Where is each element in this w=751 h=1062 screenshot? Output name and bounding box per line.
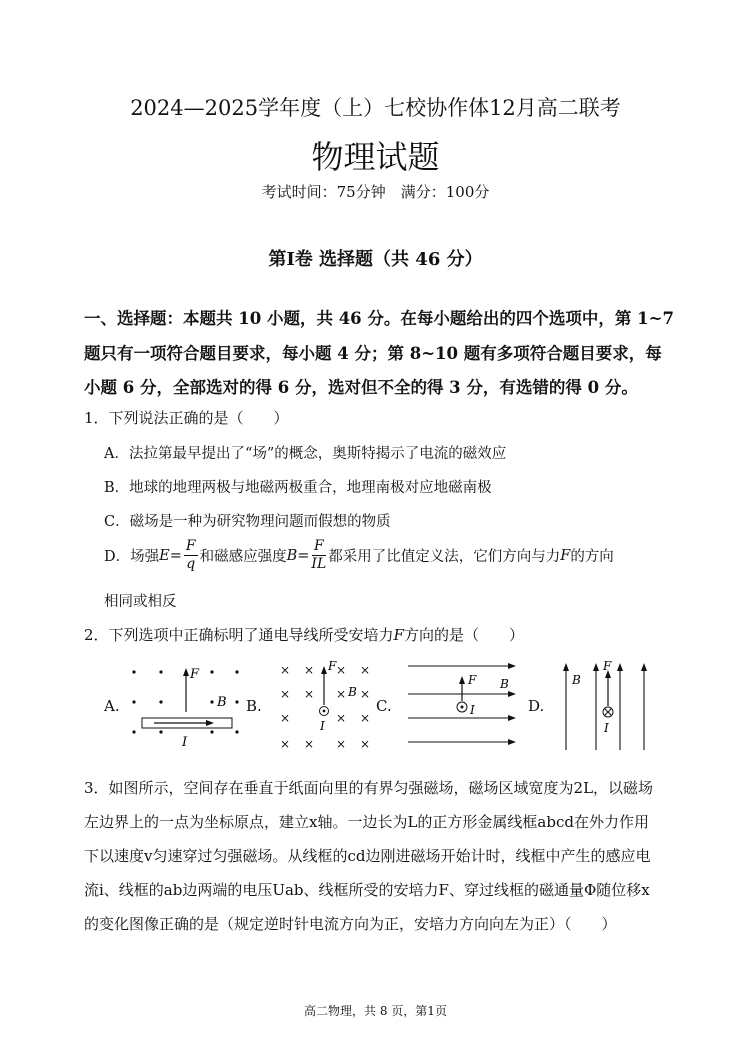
field-label: B [348,685,357,699]
q3-line-1: 3．如图所示，空间存在垂直于纸面向里的有界匀强磁场，磁场区域宽度为2L，以磁场 [84,779,654,797]
field-dot [235,730,238,733]
current-arrowhead [206,720,214,726]
field-cross: × [280,687,291,701]
q2-diagram-a [124,660,254,750]
field-arrowhead [508,739,516,745]
force-label: F [603,659,612,673]
field-dot [132,730,135,733]
q1-d-mid: 和磁感应强度 [199,549,287,565]
q1-d-F: F [560,547,571,564]
fraction-F-over-q [184,538,198,573]
section-intro-line-3: 小题 6 分，全部选对的得 6 分，选对但不全的得 3 分，有选错的得 0 分。 [84,378,638,397]
field-arrowhead [508,691,516,697]
field-dot [210,670,213,673]
q2-label-d: D. [528,697,545,715]
current-label: I [182,735,188,750]
fraction-numerator: F [313,538,324,554]
field-cross: × [336,737,347,751]
field-arrowhead [617,663,623,671]
force-arrowhead [459,676,465,684]
field-arrowheads [508,663,516,745]
field-arrowhead [593,663,599,671]
field-dot [235,700,238,703]
force-label: F [328,659,337,673]
q2-stem-F: F [393,626,404,644]
wire-out-dot [323,710,326,713]
fraction-F-over-IL [311,538,326,573]
field-dot [132,700,135,703]
field-cross: × [360,663,371,677]
q1-option-a: A．法拉第最早提出了“场”的概念，奥斯特揭示了电流的磁效应 [104,446,507,462]
q2-stem-a: 2．下列选项中正确标明了通电导线所受安培力 [84,626,394,644]
field-cross: × [304,687,315,701]
field-arrowhead [508,715,516,721]
q2-label-b: B. [246,697,262,715]
field-dot [132,670,135,673]
q1-d-eq: = [169,547,182,564]
current-label: I [470,703,475,717]
page-footer: 高二物理，共 8 页，第1页 [304,1004,447,1018]
current-label: I [320,719,325,733]
field-cross: × [304,663,315,677]
section-intro-line-1: 一、选择题：本题共 10 小题，共 46 分。在每小题给出的四个选项中，第 1~7 [84,309,674,328]
q3-line-3: 下以速度v匀速穿过匀强磁场。从线框的cd边刚进磁场开始计时，线框中产生的感应电 [84,847,651,865]
field-label: B [217,695,227,710]
q3-line-2: 左边界上的一点为坐标原点，建立x轴。一边长为L的正方形金属线框abcd在外力作用 [84,813,649,831]
q1-d-E: E [159,547,170,564]
field-label: B [572,673,581,687]
field-arrowhead [641,663,647,671]
field-dot [159,670,162,673]
force-arrowhead [321,666,327,674]
field-arrowhead [563,663,569,671]
q1-option-d-line-2: 相同或相反 [104,594,177,610]
subject-title: 物理试题 [311,138,440,176]
field-cross: × [280,737,291,751]
field-cross: × [304,737,315,751]
q3-line-5: 的变化图像正确的是（规定逆时针电流方向为正，安培力方向向左为正）（ ） [84,915,617,933]
force-arrowhead [183,668,189,676]
exam-time-score: 考试时间：75分钟 满分：100分 [261,183,490,201]
wire-out-dot [461,706,464,709]
field-dot [235,670,238,673]
field-cross: × [360,687,371,701]
field-dot [210,730,213,733]
field-cross: × [360,737,371,751]
q2-stem [84,624,524,645]
q1-d-eq2: = [297,547,310,564]
field-cross: × [336,663,347,677]
q2-diagram-b [272,656,372,756]
q2-diagram-d [556,654,656,754]
field-label: B [500,677,509,691]
force-label: F [190,667,200,682]
q2-stem-b: 方向的是（ ） [403,626,524,644]
q2-label-a: A. [104,697,120,715]
field-cross: × [280,663,291,677]
q1-stem: 1．下列说法正确的是（ ） [84,409,289,427]
field-cross: × [336,711,347,725]
section-intro-line-2: 题只有一项符合题目要求，每小题 4 分；第 8~10 题有多项符合题目要求，每 [84,344,662,363]
field-arrowhead [508,663,516,669]
q1-d-prefix: D．场强 [104,549,160,565]
part-title: 第Ⅰ卷 选择题（共 46 分） [268,249,483,270]
q1-option-d [104,538,614,573]
field-dot [159,730,162,733]
field-dot [159,700,162,703]
fraction-denominator: IL [311,556,327,572]
current-label: I [604,721,609,735]
exam-title: 2024—2025学年度（上）七校协作体12月高二联考 [130,96,621,120]
force-label: F [468,673,477,687]
field-cross: × [280,711,291,725]
field-cross: × [360,711,371,725]
q3-line-4: 流i、线框的ab边两端的电压Uab、线框所受的安培力F、穿过线框的磁通量Φ随位移x [84,881,650,899]
field-dot [210,700,213,703]
q1-option-c: C．磁场是一种为研究物理问题而假想的物质 [104,514,391,530]
q1-d-B: B [286,547,298,564]
q1-d-suffix2: 的方向 [570,549,614,565]
q1-d-suffix: 都采用了比值定义法，它们方向与力 [328,549,561,565]
q2-label-c: C. [376,697,392,715]
fraction-denominator: q [186,556,196,572]
q2-diagram-c [398,656,522,752]
q1-option-b: B．地球的地理两极与地磁两极重合，地理南极对应地磁南极 [104,480,492,496]
fraction-numerator: F [185,538,196,554]
field-cross: × [336,687,347,701]
